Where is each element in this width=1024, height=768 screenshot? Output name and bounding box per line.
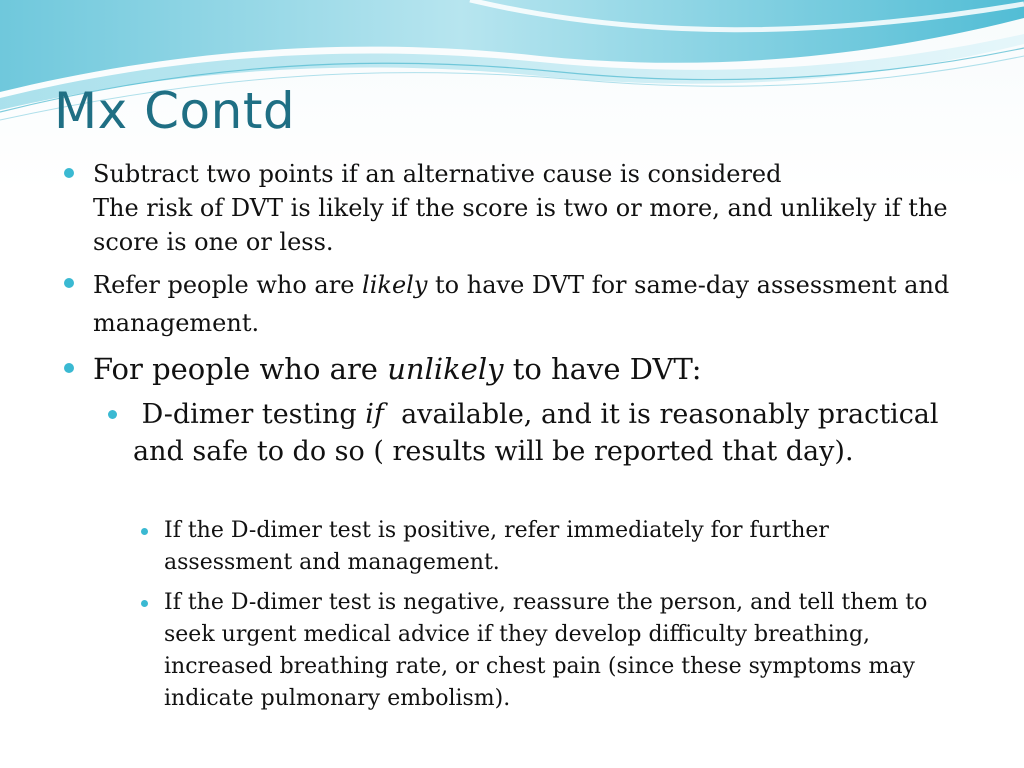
bullet-marker-3	[64, 363, 74, 373]
sub-bullet-text	[133, 396, 973, 470]
bullet-3-text	[93, 350, 983, 388]
sub-sub-bullet-marker-2	[141, 600, 148, 607]
bullet-marker-1	[64, 168, 74, 178]
bullet-1-text	[93, 157, 973, 259]
sub-sub-bullet-2-text: If the D-dimer test is negative, reassure the person, and tell them to seek urgent medical advice if they develop difficulty breathing, increased breathing rate, or chest pain (since these symptoms may indicate pulmonary embolism).	[164, 590, 928, 711]
bullet-1-line-1: Subtract two points if an alternative cause is considered	[93, 160, 782, 188]
bullet-3-emphasis: unlikely	[387, 352, 504, 386]
bullet-1-line-2: The risk of DVT is likely if the score is two or more, and unlikely if the score is one or less.	[93, 194, 948, 256]
bullet-3-before: For people who are	[93, 352, 388, 386]
bullet-2-after: to have DVT for same-day assessment and management.	[93, 271, 950, 337]
sub-bullet-before: D-dimer testing	[133, 399, 366, 430]
sub-sub-bullet-marker-1	[141, 528, 148, 535]
slide-title: Mx Contd	[54, 82, 296, 140]
sub-sub-bullet-1-text: If the D-dimer test is positive, refer immediately for further assessment and management.	[164, 518, 829, 575]
bullet-3-after: to have DVT:	[503, 352, 702, 386]
bullet-2-text	[93, 266, 983, 342]
sub-bullet-marker	[108, 410, 117, 419]
sub-bullet-after: available, and it is reasonably practical and safe to do so ( results will be reported that day).	[133, 399, 948, 467]
sub-bullet-emphasis: if	[365, 399, 384, 430]
bullet-2-emphasis: likely	[362, 271, 428, 299]
bullet-marker-2	[64, 278, 74, 288]
bullet-2-before: Refer people who are	[93, 271, 363, 299]
